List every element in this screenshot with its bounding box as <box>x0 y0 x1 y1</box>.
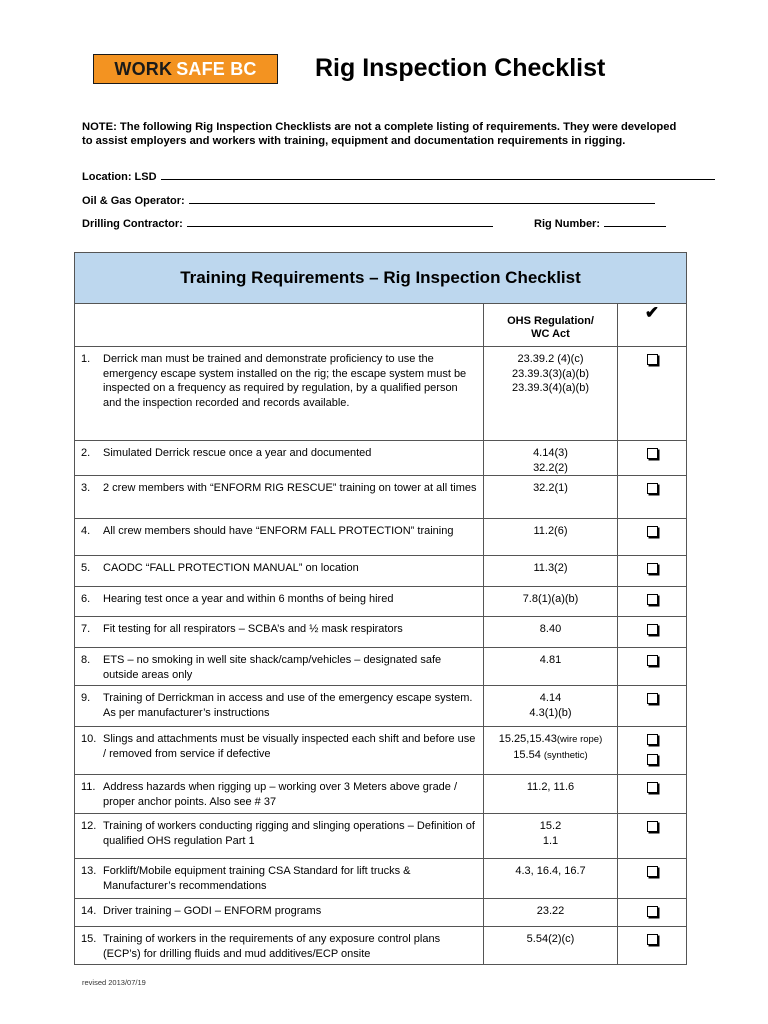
regulation-reference: 8.40 <box>539 623 562 635</box>
requirement-number: 1. <box>81 353 91 365</box>
checkbox[interactable] <box>647 934 658 945</box>
regulation-cell <box>484 899 618 927</box>
note-paragraph: NOTE: The following Rig Inspection Checklists are not a complete listing of requirements. They were developed to assist employers and workers with training, equipment and documentation requirements in rigging. <box>82 121 677 147</box>
requirement-cell <box>75 617 484 648</box>
location-label: Location: LSD <box>82 171 157 183</box>
operator-blank-line[interactable] <box>189 193 655 204</box>
checkbox[interactable] <box>647 821 658 832</box>
requirement-text: Fit testing for all respirators – SCBA’s and ½ mask respirators <box>103 623 403 635</box>
regulation-reference: 4.14 <box>539 692 562 704</box>
table-title: Training Requirements – Rig Inspection Checklist <box>75 253 687 304</box>
regulation-header-line: WC Act <box>531 328 570 340</box>
regulation-reference: 4.14(3) <box>533 447 568 459</box>
checklist-row <box>75 519 687 556</box>
requirement-cell <box>75 775 484 814</box>
requirement-text: Forklift/Mobile equipment training CSA Standard for lift trucks & Manufacturer’s recommendations <box>103 865 411 892</box>
checkbox[interactable] <box>647 563 658 574</box>
checkbox[interactable] <box>647 655 658 666</box>
requirement-text: Address hazards when rigging up – working over 3 Meters above grade / proper anchor points. Also see # 37 <box>103 781 458 808</box>
requirement-text: Training of Derrickman in access and use of the emergency escape system. As per manufacturer’s instructions <box>103 692 473 719</box>
requirement-cell <box>75 648 484 686</box>
rig-number-label: Rig Number: <box>534 218 600 230</box>
regulation-reference: 1.1 <box>542 834 559 847</box>
checkbox-cell <box>618 587 687 617</box>
contractor-field[interactable] <box>82 216 493 230</box>
worksafebc-logo <box>93 54 278 84</box>
checkbox-cell <box>618 476 687 519</box>
requirement-cell <box>75 347 484 441</box>
requirement-number: 5. <box>81 562 91 574</box>
column-header-row <box>75 304 687 347</box>
location-blank-line[interactable] <box>161 169 715 180</box>
training-checklist-table <box>74 252 687 965</box>
checkbox-cell <box>618 686 687 727</box>
regulation-reference: 15.25,15.43(wire rope) <box>498 733 603 745</box>
regulation-cell <box>484 686 618 727</box>
checkbox-cell <box>618 556 687 587</box>
regulation-cell <box>484 476 618 519</box>
checklist-rows <box>75 347 687 965</box>
checkbox[interactable] <box>647 866 658 877</box>
requirement-number: 2. <box>81 447 91 459</box>
requirement-cell <box>75 441 484 476</box>
rig-number-field[interactable] <box>534 216 666 230</box>
requirement-cell <box>75 814 484 859</box>
regulation-reference: 4.3, 16.4, 16.7 <box>515 865 586 877</box>
regulation-cell <box>484 347 618 441</box>
regulation-reference: 23.39.3(4)(a)(b) <box>511 382 590 394</box>
regulation-reference: 23.39.2 (4)(c) <box>517 353 584 365</box>
requirement-number: 10. <box>81 733 97 745</box>
checkbox[interactable] <box>647 906 658 917</box>
regulation-reference: 32.2(2) <box>533 461 568 474</box>
requirement-cell <box>75 556 484 587</box>
operator-label: Oil & Gas Operator: <box>82 195 185 207</box>
requirement-text: All crew members should have “ENFORM FALL PROTECTION” training <box>103 525 454 537</box>
checklist-row <box>75 899 687 927</box>
checkbox[interactable] <box>647 754 658 765</box>
operator-field[interactable] <box>82 193 655 207</box>
checkbox[interactable] <box>647 594 658 605</box>
requirement-text: Driver training – GODI – ENFORM programs <box>103 905 322 917</box>
checklist-row <box>75 775 687 814</box>
logo-word-work: WORK <box>114 58 173 79</box>
checklist-row <box>75 441 687 476</box>
checklist-row <box>75 617 687 648</box>
regulation-cell <box>484 814 618 859</box>
requirement-text: Training of workers conducting rigging and slinging operations – Definition of qualified OHS regulation Part 1 <box>103 820 475 847</box>
regulation-reference: 23.22 <box>536 905 565 917</box>
regulation-cell <box>484 556 618 587</box>
requirement-cell <box>75 859 484 899</box>
regulation-reference: 15.2 <box>539 820 562 832</box>
regulation-cell <box>484 648 618 686</box>
requirement-number: 12. <box>81 820 97 832</box>
checkbox-cell <box>618 441 687 476</box>
checkbox-cell <box>618 648 687 686</box>
regulation-cell <box>484 727 618 775</box>
checkbox-cell <box>618 617 687 648</box>
regulation-reference: 4.81 <box>539 654 562 666</box>
regulation-cell <box>484 859 618 899</box>
rig-number-blank-line[interactable] <box>604 216 666 227</box>
checklist-row <box>75 686 687 727</box>
regulation-reference: 4.3(1)(b) <box>529 706 572 719</box>
regulation-cell <box>484 519 618 556</box>
regulation-reference: 11.2(6) <box>533 525 568 537</box>
regulation-cell <box>484 587 618 617</box>
checklist-row <box>75 648 687 686</box>
requirement-text: Derrick man must be trained and demonstrate proficiency to use the emergency escape system installed on the rig; the escape system must be inspected on a frequency as required by regulation, by a qualified person and the inspection recorded and records available. <box>103 353 467 409</box>
checkbox-cell <box>618 814 687 859</box>
regulation-reference: 7.8(1)(a)(b) <box>522 593 579 605</box>
requirement-text: Simulated Derrick rescue once a year and documented <box>103 447 372 459</box>
regulation-reference: 5.54(2)(c) <box>526 933 575 945</box>
requirement-number: 3. <box>81 482 91 494</box>
requirement-column-header <box>75 304 484 347</box>
requirement-number: 7. <box>81 623 91 635</box>
checkbox-cell <box>618 519 687 556</box>
requirement-number: 13. <box>81 865 97 877</box>
checkbox[interactable] <box>647 734 658 745</box>
regulation-reference: 15.54 (synthetic) <box>513 748 588 761</box>
checkbox[interactable] <box>647 483 658 494</box>
checklist-row <box>75 927 687 965</box>
checklist-row <box>75 587 687 617</box>
checkbox[interactable] <box>647 354 658 365</box>
requirement-text: Hearing test once a year and within 6 months of being hired <box>103 593 394 605</box>
regulation-header-line: OHS Regulation/ <box>507 315 594 327</box>
check-column-header <box>618 304 687 347</box>
checkbox-cell <box>618 727 687 775</box>
regulation-reference: 11.3(2) <box>533 562 568 574</box>
regulation-cell <box>484 775 618 814</box>
checkbox[interactable] <box>647 448 658 459</box>
requirement-cell <box>75 927 484 965</box>
checklist-row <box>75 859 687 899</box>
requirement-cell <box>75 899 484 927</box>
requirement-cell <box>75 727 484 775</box>
contractor-blank-line[interactable] <box>187 216 493 227</box>
contractor-label: Drilling Contractor: <box>82 218 183 230</box>
checkbox[interactable] <box>647 782 658 793</box>
checkbox-cell <box>618 899 687 927</box>
checkbox[interactable] <box>647 526 658 537</box>
regulation-reference: 23.39.3(3)(a)(b) <box>511 367 590 380</box>
regulation-column-header <box>484 304 618 347</box>
requirement-cell <box>75 476 484 519</box>
logo-word-safebc: SAFE BC <box>176 58 257 79</box>
checklist-row <box>75 476 687 519</box>
regulation-cell <box>484 927 618 965</box>
requirement-text: ETS – no smoking in well site shack/camp/vehicles – designated safe outside areas only <box>103 654 442 681</box>
checkbox-cell <box>618 927 687 965</box>
document-title: Rig Inspection Checklist <box>315 54 606 82</box>
requirement-number: 11. <box>81 781 96 793</box>
checkbox[interactable] <box>647 693 658 704</box>
requirement-text: CAODC “FALL PROTECTION MANUAL” on location <box>103 562 359 574</box>
regulation-header-text <box>484 304 617 341</box>
requirement-text: Training of workers in the requirements of any exposure control plans (ECP’s) for drilling fluids and mud additives/ECP onsite <box>103 933 441 960</box>
requirement-cell <box>75 587 484 617</box>
requirement-number: 8. <box>81 654 91 666</box>
checkbox-cell <box>618 859 687 899</box>
requirement-text: Slings and attachments must be visually inspected each shift and before use / removed from service if defective <box>103 733 476 760</box>
requirement-number: 9. <box>81 692 91 704</box>
regulation-reference: 11.2, 11.6 <box>526 781 575 793</box>
regulation-cell <box>484 617 618 648</box>
requirement-cell <box>75 519 484 556</box>
requirement-number: 4. <box>81 525 91 537</box>
requirement-cell <box>75 686 484 727</box>
checklist-row <box>75 556 687 587</box>
regulation-cell <box>484 441 618 476</box>
requirement-number: 15. <box>81 933 97 945</box>
revised-date: revised 2013/07/19 <box>82 978 146 987</box>
checkbox-cell <box>618 775 687 814</box>
checkbox[interactable] <box>647 624 658 635</box>
requirement-text: 2 crew members with “ENFORM RIG RESCUE” training on tower at all times <box>103 482 477 494</box>
location-field[interactable] <box>82 169 715 183</box>
requirement-number: 14. <box>81 905 97 917</box>
checklist-row <box>75 727 687 775</box>
regulation-reference: 32.2(1) <box>533 482 568 494</box>
checklist-row <box>75 347 687 441</box>
checkbox-cell <box>618 347 687 441</box>
checkmark-icon: ✔ <box>644 303 660 322</box>
checklist-row <box>75 814 687 859</box>
requirement-number: 6. <box>81 593 91 605</box>
